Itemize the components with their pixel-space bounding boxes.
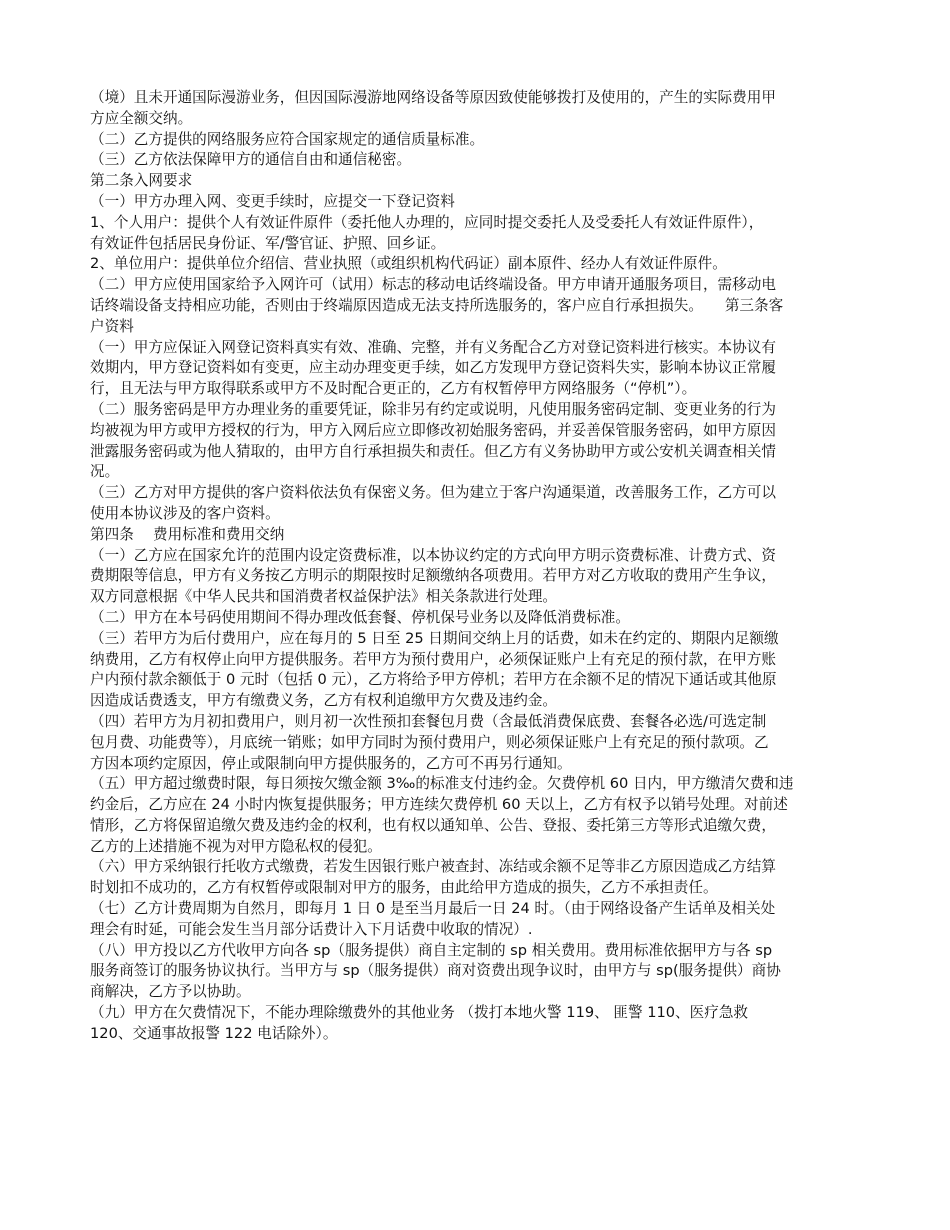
text-line: 商解决，乙方予以协助。 xyxy=(90,983,251,1001)
text-line: 行，且无法与甲方取得联系或甲方不及时配合更正的，乙方有权暂停甲方网络服务（“停机”）。 xyxy=(90,380,697,398)
text-line: （六）甲方采纳银行托收方式缴费，若发生因银行账户被查封、冻结或余额不足等非乙方原因造成乙方结算 xyxy=(90,858,776,876)
text-line: 约金后，乙方应在 24 小时内恢复提供服务；甲方连续欠费停机 60 天以上，乙方有权予以销号处理。对前述 xyxy=(90,796,788,814)
text-line: （一）甲方办理入网、变更手续时，应提交一下登记资料 xyxy=(90,192,455,210)
text-line: 费期限等信息，甲方有义务按乙方明示的期限按时足额缴纳各项费用。若甲方对乙方收取的费用产生争议， xyxy=(90,567,776,585)
text-line: （三）乙方依法保障甲方的通信自由和通信秘密。 xyxy=(90,151,412,169)
text-line: 话终端设备支持相应功能，否则由于终端原因造成无法支持所选服务的，客户应自行承担损失。 第三条客 xyxy=(90,296,784,314)
text-line: 效期内，甲方登记资料如有变更，应主动办理变更手续，如乙方发现甲方登记资料失实，影响本协议正常履 xyxy=(90,359,776,377)
text-line: 时划扣不成功的，乙方有权暂停或限制对甲方的服务，由此给甲方造成的损失，乙方不承担责任。 xyxy=(90,879,718,897)
text-line: （七）乙方计费周期为自然月，即每月 1 日 0 是至当月最后一日 24 时。（由于网络设备产生话单及相关处 xyxy=(90,900,776,918)
text-line: 理会有时延，可能会发生当月部分话费计入下月话费中收取的情况）. xyxy=(90,920,533,938)
text-line: （八）甲方投以乙方代收甲方向各 sp（服务提供）商自主定制的 sp 相关费用。费用标准依据甲方与各 sp xyxy=(90,941,773,959)
text-line: 第四条 费用标准和费用交纳 xyxy=(90,525,285,543)
text-line: 双方同意根据《中华人民共和国消费者权益保护法》相关条款进行处理。 xyxy=(90,588,558,606)
text-line: 乙方的上述措施不视为对甲方隐私权的侵犯。 xyxy=(90,837,382,855)
text-line: 因造成话费透支，甲方有缴费义务，乙方有权利追缴甲方欠费及违约金。 xyxy=(90,692,558,710)
text-line: 况。 xyxy=(90,463,120,481)
text-line: （二）乙方提供的网络服务应符合国家规定的通信质量标准。 xyxy=(90,130,485,148)
text-line: （五）甲方超过缴费时限，每日须按欠缴金额 3‰的标准支付违约金。欠费停机 60 日内，甲方缴清欠费和违 xyxy=(90,775,794,793)
text-line: 户内预付款余额低于 0 元时（包括 0 元），乙方将给予甲方停机；若甲方在余额不足的情况下通话或其他原 xyxy=(90,671,777,689)
text-line: （九）甲方在欠费情况下，不能办理除缴费外的其他业务 （拨打本地火警 119、 匪警 110、医疗急救 xyxy=(90,1004,749,1022)
text-line: 第二条入网要求 xyxy=(90,172,193,190)
text-line: （二）服务密码是甲方办理业务的重要凭证，除非另有约定或说明，凡使用服务密码定制、变更业务的行为 xyxy=(90,400,776,418)
text-line: （一）甲方应保证入网登记资料真实有效、准确、完整，并有义务配合乙方对登记资料进行核实。本协议有 xyxy=(90,338,776,356)
text-line: 包月费、功能费等），月底统一销账；如甲方同时为预付费用户，则必须保证账户上有充足的预付款项。乙 xyxy=(90,733,769,751)
text-line: 纳费用，乙方有权停止向甲方提供服务。若甲方为预付费用户，必须保证账户上有充足的预付款，在甲方账 xyxy=(90,650,776,668)
text-line: （境）且未开通国际漫游业务，但因国际漫游地网络设备等原因致使能够拨打及使用的，产生的实际费用甲 xyxy=(90,89,776,106)
text-line: 方因本项约定原因，停止或限制向甲方提供服务的，乙方可不再另行通知。 xyxy=(90,754,572,772)
text-line: 情形，乙方将保留追缴欠费及违约金的权利，也有权以通知单、公告、登报、委托第三方等形式追缴欠费， xyxy=(90,816,776,834)
text-line: 使用本协议涉及的客户资料。 xyxy=(90,504,280,522)
text-line: 泄露服务密码或为他人猜取的，由甲方自行承担损失和责任。但乙方有义务协助甲方或公安机关调查相关情 xyxy=(90,442,776,460)
text-line: （三）若甲方为后付费用户，应在每月的 5 日至 25 日期间交纳上月的话费，如未在约定的、期限内足额缴 xyxy=(90,629,779,647)
text-line: 120、交通事故报警 122 电话除外）。 xyxy=(90,1024,338,1042)
text-line: （四）若甲方为月初扣费用户，则月初一次性预扣套餐包月费（含最低消费保底费、套餐各必选/可选定制 xyxy=(90,712,767,730)
text-line: 有效证件包括居民身份证、军/警官证、护照、回乡证。 xyxy=(90,234,446,252)
text-line: 2、单位用户：提供单位介绍信、营业执照（或组织机构代码证）副本原件、经办人有效证件原件。 xyxy=(90,255,727,273)
text-line: 1、个人用户：提供个人有效证件原件（委托他人办理的，应同时提交委托人及受委托人有效证件原件）， xyxy=(90,213,764,231)
text-line: （二）甲方在本号码使用期间不得办理改低套餐、停机保号业务以及降低消费标准。 xyxy=(90,608,630,626)
text-line: （二）甲方应使用国家给予入网许可（试用）标志的移动电话终端设备。甲方申请开通服务项目，需移动电 xyxy=(90,276,776,294)
text-line: （一）乙方应在国家允许的范围内设定资费标准，以本协议约定的方式向甲方明示资费标准、计费方式、资 xyxy=(90,546,776,564)
text-line: 户资料 xyxy=(90,317,134,335)
document-body xyxy=(90,88,860,1045)
text-line: （三）乙方对甲方提供的客户资料依法负有保密义务。但为建立于客户沟通渠道，改善服务工作，乙方可以 xyxy=(90,484,776,502)
text-line: 均被视为甲方或甲方授权的行为，甲方入网后应立即修改初始服务密码，并妥善保管服务密码，如甲方原因 xyxy=(90,421,776,439)
text-line: 服务商签订的服务协议执行。当甲方与 sp（服务提供）商对资费出现争议时，由甲方与 sp(服务提供）商协 xyxy=(90,962,781,980)
text-line: 方应全额交纳。 xyxy=(90,109,193,127)
